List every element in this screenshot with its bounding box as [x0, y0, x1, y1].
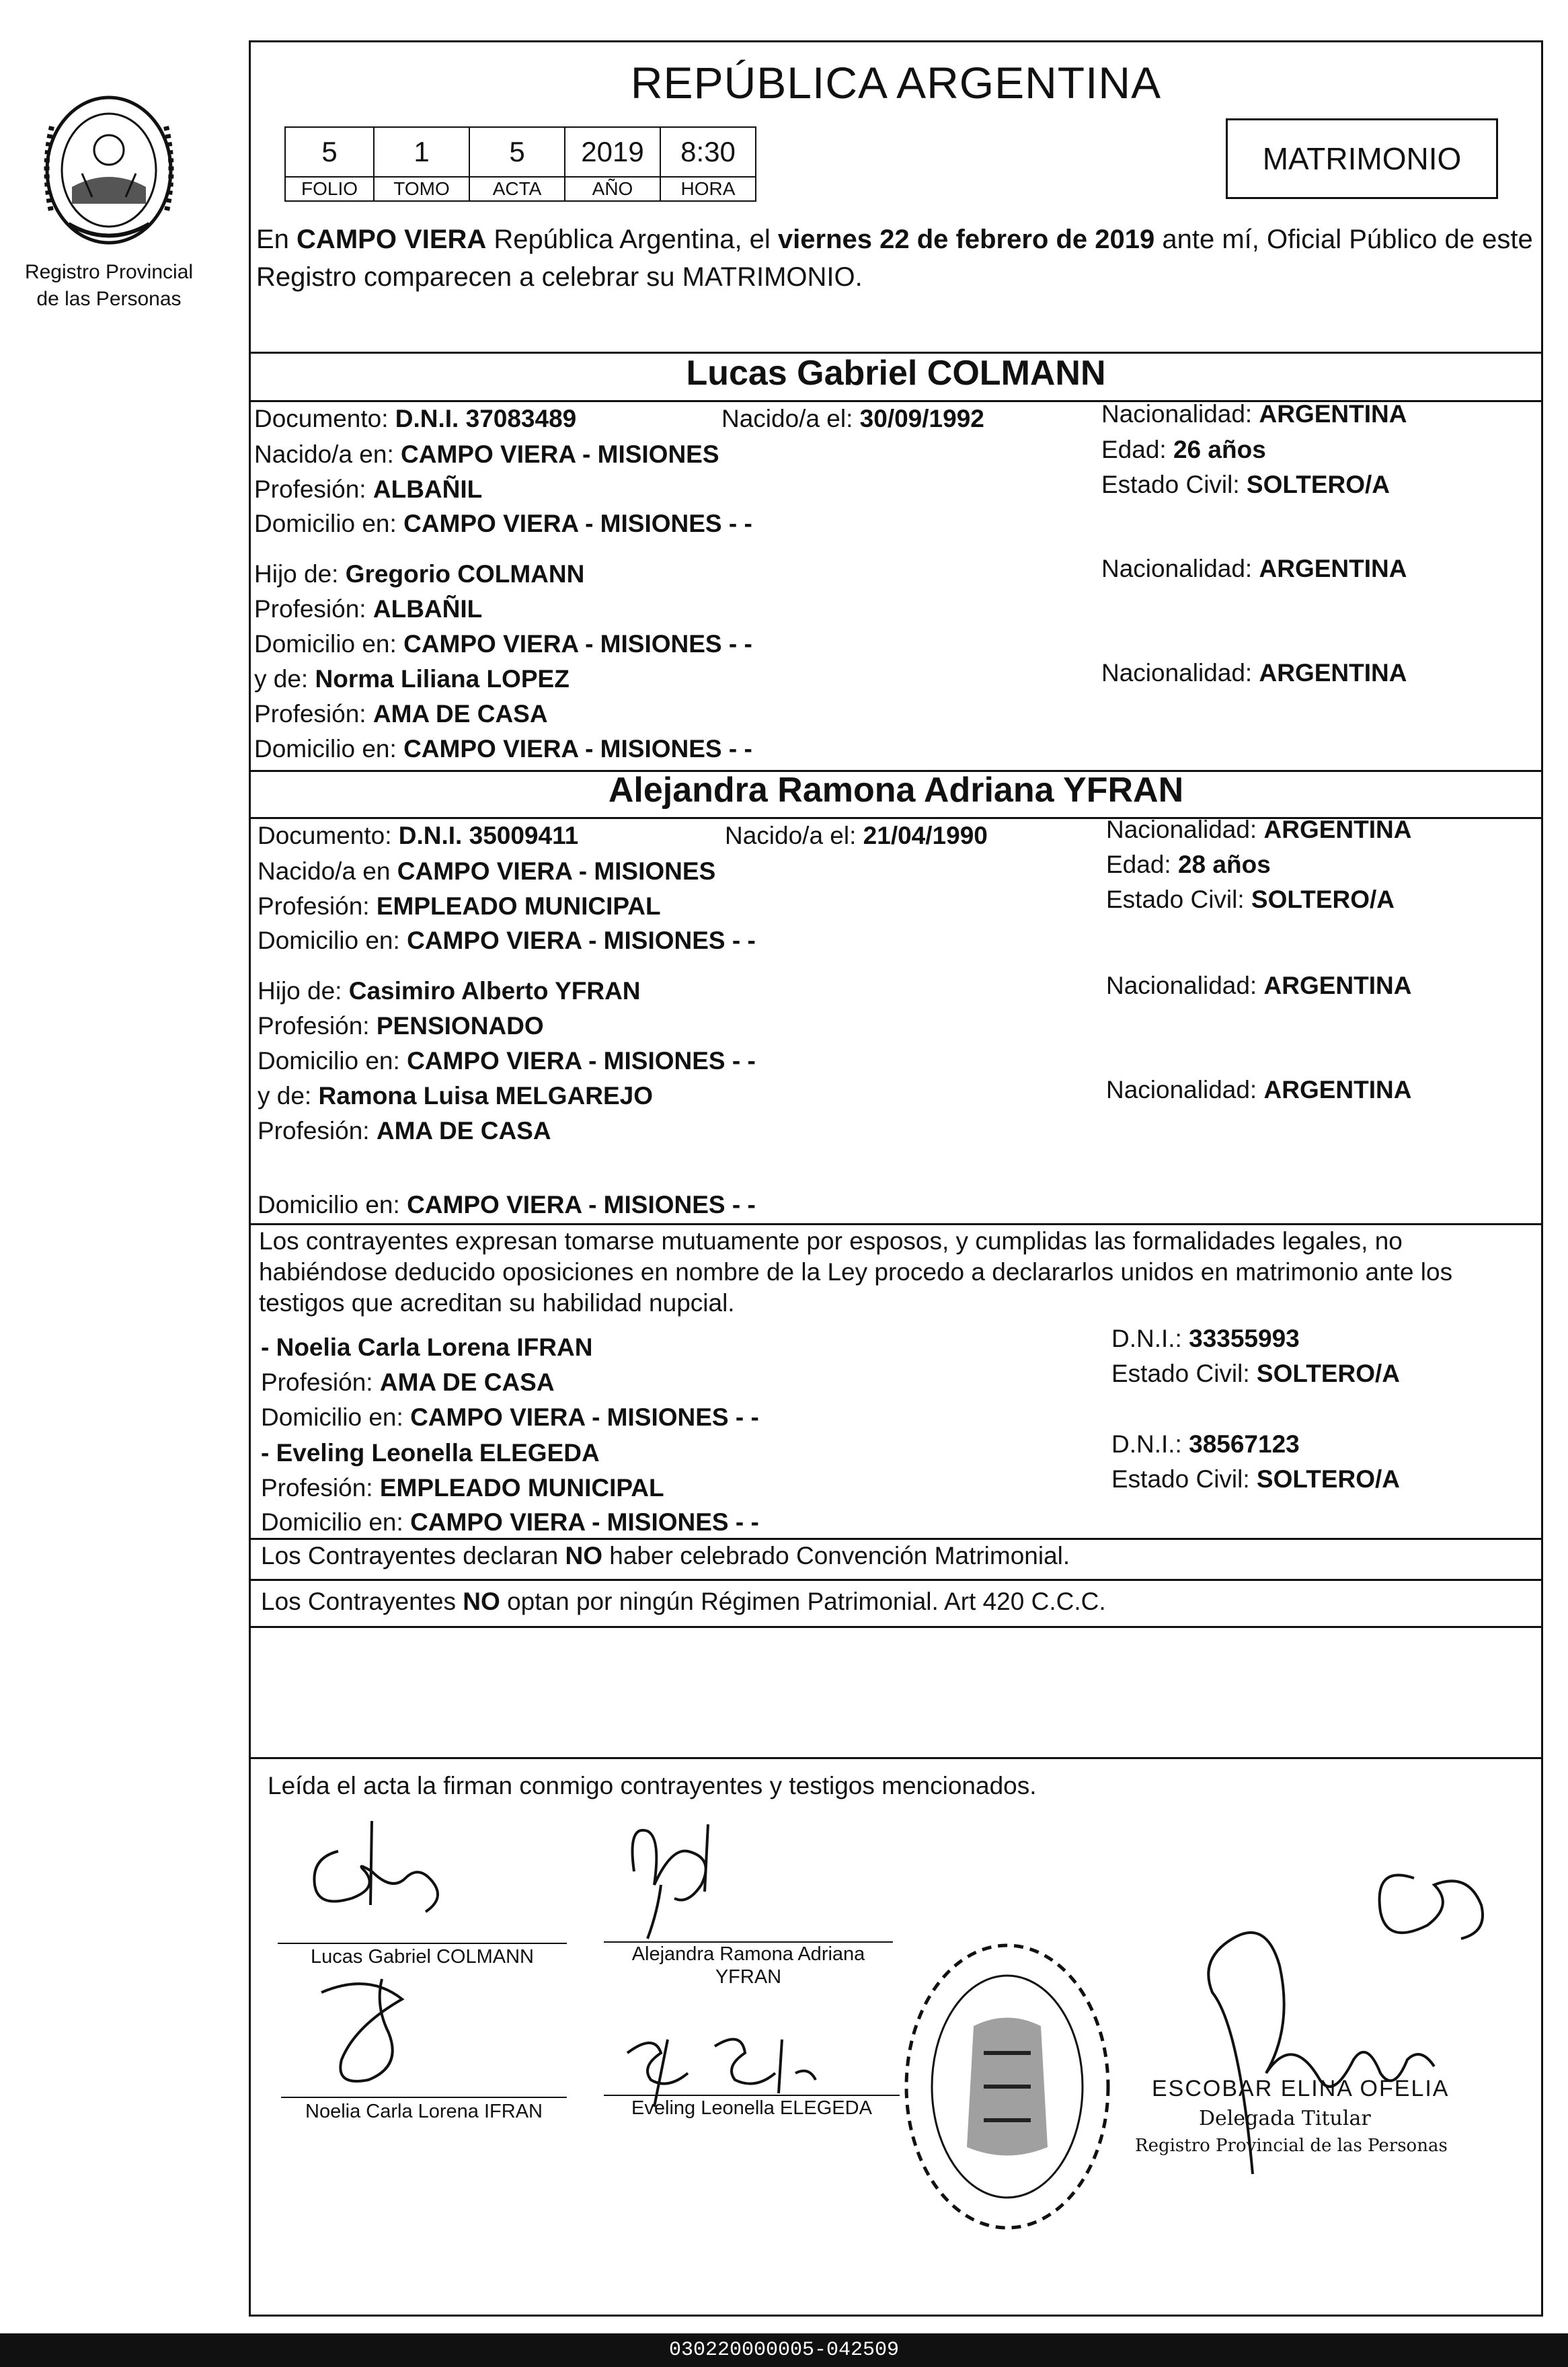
official-role: Delegada Titular [1199, 2107, 1371, 2130]
witness-1-address: Domicilio en: CAMPO VIERA - MISIONES - - [261, 1403, 759, 1431]
declaration-paragraph: Los contrayentes expresan tomarse mutuamente por esposos, y cumplidas las formalidades legales, no habiéndose deducido oposiciones en nombre de la Ley procedo a declararlos unidos en matrimonio ante los testigos que acreditan su habilidad nupcial. [259, 1227, 1453, 1317]
groom-nationality: Nacionalidad: ARGENTINA [1101, 400, 1407, 428]
witness-1-dni: D.N.I.: 33355993 [1111, 1325, 1300, 1352]
groom-mother-address: Domicilio en: CAMPO VIERA - MISIONES - - [254, 735, 752, 763]
groom-address: Domicilio en: CAMPO VIERA - MISIONES - - [254, 510, 752, 537]
document-footer-code: 030220000005-042509 [0, 2333, 1568, 2367]
bride-father-nationality: Nacionalidad: ARGENTINA [1106, 972, 1412, 999]
divider [251, 1538, 1541, 1540]
witness-2-name: - Eveling Leonella ELEGEDA [261, 1439, 600, 1467]
folio-value: 5 [285, 127, 374, 177]
groom-father-profession: Profesión: ALBAÑIL [254, 595, 483, 623]
convention-line-1: Los Contrayentes declaran NO haber celebrado Convención Matrimonial. [261, 1542, 1070, 1569]
hora-value: 8:30 [660, 127, 756, 177]
bride-mother-profession: Profesión: AMA DE CASA [258, 1117, 551, 1144]
groom-civil-status: Estado Civil: SOLTERO/A [1101, 471, 1390, 498]
witness-2-civil-status: Estado Civil: SOLTERO/A [1111, 1465, 1401, 1493]
bride-mother-address: Domicilio en: CAMPO VIERA - MISIONES - - [258, 1191, 756, 1218]
bride-signature-icon [607, 1784, 755, 1952]
groom-document: Documento: D.N.I. 37083489 [254, 405, 577, 432]
bride-birth-date: Nacido/a el: 21/04/1990 [725, 822, 988, 849]
bride-father-profession: Profesión: PENSIONADO [258, 1012, 544, 1040]
groom-age: Edad: 26 años [1101, 436, 1266, 463]
anio-value: 2019 [565, 127, 660, 177]
witness-2-dni: D.N.I.: 38567123 [1111, 1430, 1300, 1458]
groom-father-address: Domicilio en: CAMPO VIERA - MISIONES - - [254, 630, 752, 658]
closing-statement: Leída el acta la firman conmigo contrayentes y testigos mencionados. [268, 1772, 1037, 1799]
intro-paragraph [256, 221, 1534, 296]
witness-2-address: Domicilio en: CAMPO VIERA - MISIONES - - [261, 1508, 759, 1536]
bride-nationality: Nacionalidad: ARGENTINA [1106, 816, 1412, 843]
logo-caption-1: Registro Provincial [24, 261, 194, 283]
groom-father: Hijo de: Gregorio COLMANN [254, 560, 585, 588]
tomo-label: TOMO [374, 177, 469, 201]
bride-father-address: Domicilio en: CAMPO VIERA - MISIONES - - [258, 1047, 756, 1075]
divider [251, 1626, 1541, 1628]
groom-father-nationality: Nacionalidad: ARGENTINA [1101, 555, 1407, 582]
folio-label: FOLIO [285, 177, 374, 201]
bride-document: Documento: D.N.I. 35009411 [258, 822, 579, 849]
groom-birthplace: Nacido/a en: CAMPO VIERA - MISIONES [254, 440, 719, 468]
groom-signature-line [278, 1943, 567, 1944]
hora-label: HORA [660, 177, 756, 201]
intro-text-1: En [256, 225, 297, 254]
document-title: REPÚBLICA ARGENTINA [630, 58, 1162, 108]
witness-1-name: - Noelia Carla Lorena IFRAN [261, 1333, 593, 1361]
witness-1-signature-name: Noelia Carla Lorena IFRAN [305, 2101, 543, 2122]
witness-2-signature-name: Eveling Leonella ELEGEDA [631, 2097, 872, 2119]
acta-value: 5 [469, 127, 565, 177]
convention-line-2: Los Contrayentes NO optan por ningún Régimen Patrimonial. Art 420 C.C.C. [261, 1588, 1106, 1615]
logo-caption-2: de las Personas [36, 288, 182, 310]
bride-birthplace: Nacido/a en CAMPO VIERA - MISIONES [258, 857, 716, 885]
divider [251, 1223, 1541, 1225]
province-seal-icon [32, 86, 186, 254]
registry-reference-table [284, 126, 756, 202]
groom-mother-nationality: Nacionalidad: ARGENTINA [1101, 659, 1407, 687]
bride-mother-nationality: Nacionalidad: ARGENTINA [1106, 1076, 1412, 1103]
bride-profession: Profesión: EMPLEADO MUNICIPAL [258, 892, 661, 920]
bride-signature-name-1: Alejandra Ramona Adriana [631, 1943, 865, 1965]
marriage-certificate-frame [249, 40, 1543, 2317]
witness-1-signature-icon [301, 1952, 449, 2113]
bride-age: Edad: 28 años [1106, 851, 1271, 878]
groom-name: Lucas Gabriel COLMANN [686, 354, 1106, 393]
bride-father: Hijo de: Casimiro Alberto YFRAN [258, 977, 641, 1005]
groom-signature-icon [291, 1797, 466, 1952]
divider [251, 1757, 1541, 1759]
bride-civil-status: Estado Civil: SOLTERO/A [1106, 886, 1395, 913]
tomo-value: 1 [374, 127, 469, 177]
bride-mother: y de: Ramona Luisa MELGAREJO [258, 1082, 654, 1110]
registry-logo [15, 86, 203, 311]
witness-1-signature-line [281, 2097, 567, 2098]
official-office: Registro Provincial de las Personas [1135, 2136, 1448, 2156]
bride-name: Alejandra Ramona Adriana YFRAN [608, 771, 1184, 810]
official-stamp-icon [896, 1932, 1118, 2241]
groom-mother: y de: Norma Liliana LOPEZ [254, 665, 570, 693]
intro-date: viernes 22 de febrero de 2019 [777, 225, 1155, 254]
witness-2-signature-line [604, 2095, 900, 2096]
intro-place: CAMPO VIERA [297, 225, 487, 254]
bride-signature-name-2: YFRAN [715, 1966, 782, 1988]
bride-address: Domicilio en: CAMPO VIERA - MISIONES - - [258, 927, 756, 954]
witness-1-civil-status: Estado Civil: SOLTERO/A [1111, 1360, 1401, 1387]
witness-1-profession: Profesión: AMA DE CASA [261, 1368, 555, 1396]
intro-text-3: ante mí, Oficial Público de este Registro comparecen a celebrar su MATRIMONIO. [256, 225, 1533, 292]
acta-label: ACTA [469, 177, 565, 201]
anio-label: AÑO [565, 177, 660, 201]
intro-text-2: República Argentina, el [486, 225, 778, 254]
witness-2-profession: Profesión: EMPLEADO MUNICIPAL [261, 1474, 664, 1502]
groom-birth-date: Nacido/a el: 30/09/1992 [721, 405, 984, 432]
groom-profession: Profesión: ALBAÑIL [254, 475, 483, 503]
groom-mother-profession: Profesión: AMA DE CASA [254, 700, 548, 728]
act-type-box: MATRIMONIO [1226, 118, 1498, 199]
official-name: ESCOBAR ELINA OFELIA [1152, 2076, 1450, 2101]
divider [251, 1579, 1541, 1581]
groom-signature-name: Lucas Gabriel COLMANN [311, 1946, 534, 1968]
